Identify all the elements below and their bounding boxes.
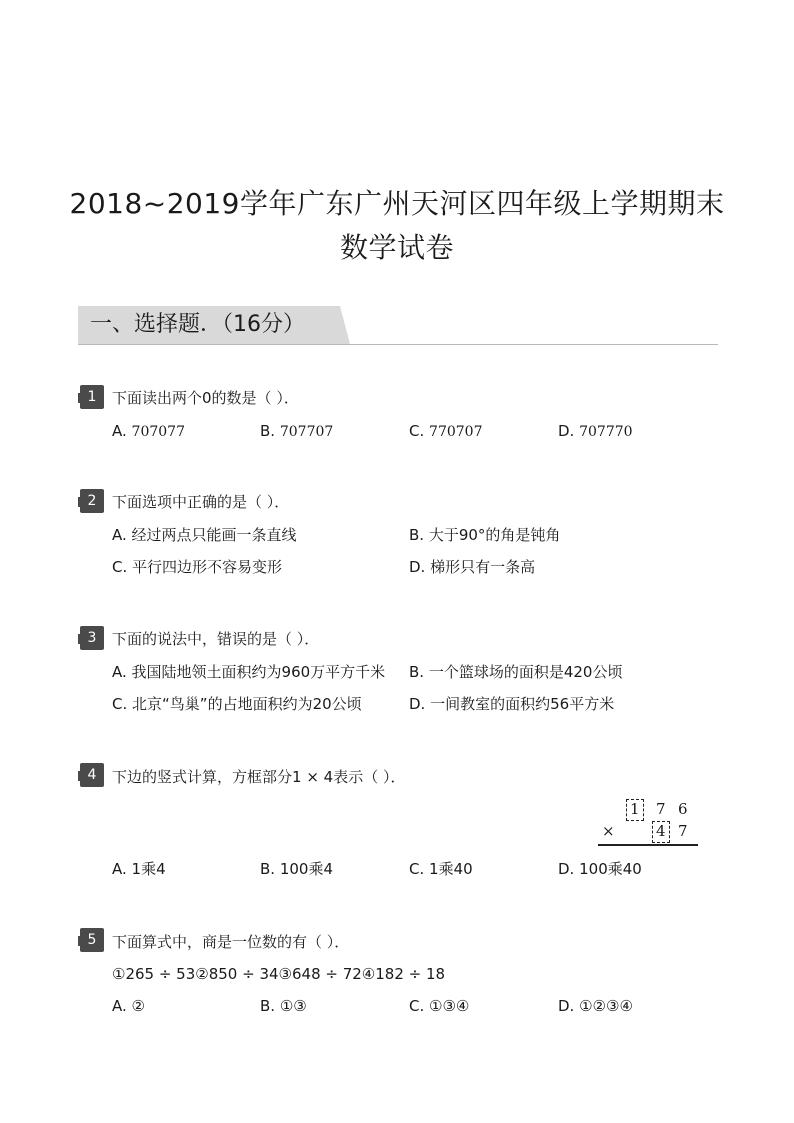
option-b[interactable] (260, 859, 333, 879)
option-a[interactable] (112, 996, 145, 1016)
option-text: 100乘40 (579, 860, 642, 878)
calc-underline (598, 844, 698, 846)
option-letter: B. (260, 997, 276, 1015)
calc-digit: 1 (630, 800, 640, 818)
option-text: 一个篮球场的面积是420公顷 (428, 663, 623, 681)
option-letter: A. (112, 997, 127, 1015)
option-text: 707077 (131, 424, 185, 440)
option-text: 1乘40 (429, 860, 473, 878)
option-b[interactable] (260, 996, 307, 1016)
option-c[interactable] (409, 421, 482, 442)
option-text: 大于90°的角是钝角 (428, 526, 561, 544)
option-c[interactable] (112, 557, 282, 577)
option-letter: C. (409, 422, 425, 440)
option-letter: D. (558, 997, 575, 1015)
option-letter: C. (409, 997, 425, 1015)
doc-title-line2: 数学试卷 (339, 231, 454, 264)
option-text: ② (131, 997, 145, 1015)
option-d[interactable] (409, 557, 535, 577)
section-title: 一、选择题．（16分） (90, 312, 305, 337)
option-d[interactable] (558, 996, 633, 1016)
question-stem: 下面算式中，商是一位数的有（ ）． (112, 933, 350, 951)
option-letter: A. (112, 526, 127, 544)
calc-digit: 6 (678, 800, 688, 818)
vertical-multiplication (598, 796, 698, 852)
option-text: 707707 (279, 424, 334, 440)
question-number-badge: 4 (80, 763, 104, 787)
question-number-badge: 2 (80, 489, 104, 513)
calc-digit: 4 (656, 822, 666, 840)
option-letter: D. (409, 558, 426, 576)
question-stem: 下面的说法中，错误的是（ ）． (112, 630, 320, 648)
option-letter: B. (409, 663, 425, 681)
option-b[interactable] (409, 662, 622, 682)
question-stem: 下边的竖式计算，方框部分1 × 4表示（ ）． (112, 768, 406, 786)
option-text: 770707 (429, 424, 483, 440)
option-letter: C. (409, 860, 425, 878)
option-a[interactable] (112, 525, 297, 545)
multiply-sign: × (602, 822, 615, 840)
option-text: 经过两点只能画一条直线 (131, 526, 297, 544)
option-letter: A. (112, 663, 127, 681)
option-text: 平行四边形不容易变形 (132, 558, 283, 576)
question-stem: 下面读出两个0的数是（ ）． (112, 389, 299, 407)
option-a[interactable] (112, 662, 385, 682)
section-header (78, 306, 718, 346)
option-letter: D. (558, 422, 575, 440)
option-letter: D. (558, 860, 575, 878)
option-text: 北京“鸟巢”的占地面积约为20公顷 (132, 695, 362, 713)
option-text: ①③④ (429, 997, 470, 1015)
question-number-badge: 1 (80, 385, 104, 409)
option-letter: A. (112, 422, 127, 440)
option-letter: A. (112, 860, 127, 878)
option-text: 100乘4 (279, 860, 334, 878)
option-letter: B. (260, 860, 276, 878)
option-d[interactable] (558, 421, 633, 442)
option-a[interactable] (112, 421, 185, 442)
option-c[interactable] (409, 996, 469, 1016)
option-text: 我国陆地领土面积约为960万平方千米 (131, 663, 386, 681)
option-text: 1乘4 (131, 860, 166, 878)
option-d[interactable] (409, 694, 614, 714)
option-letter: B. (409, 526, 425, 544)
option-text: 梯形只有一条高 (430, 558, 536, 576)
option-letter: D. (409, 695, 426, 713)
option-a[interactable] (112, 859, 166, 879)
option-letter: C. (112, 558, 128, 576)
question-number-badge: 3 (80, 626, 104, 650)
option-text: 707770 (579, 424, 633, 440)
question-number-badge: 5 (80, 928, 104, 952)
question-expression: ①265 ÷ 53②850 ÷ 34③648 ÷ 72④182 ÷ 18 (112, 965, 446, 983)
option-b[interactable] (409, 525, 560, 545)
option-letter: C. (112, 695, 128, 713)
option-letter: B. (260, 422, 276, 440)
calc-digit: 7 (678, 822, 688, 840)
option-text: ①②③④ (579, 997, 633, 1015)
section-divider (78, 344, 718, 345)
option-d[interactable] (558, 859, 642, 879)
calc-digit: 7 (656, 800, 666, 818)
option-b[interactable] (260, 421, 333, 442)
option-text: 一间教室的面积约56平方米 (430, 695, 615, 713)
question-stem: 下面选项中正确的是（ ）． (112, 493, 290, 511)
option-c[interactable] (409, 859, 473, 879)
doc-title-line1: 2018~2019学年广东广州天河区四年级上学期期末 (69, 187, 725, 220)
option-text: ①③ (279, 997, 307, 1015)
option-c[interactable] (112, 694, 362, 714)
